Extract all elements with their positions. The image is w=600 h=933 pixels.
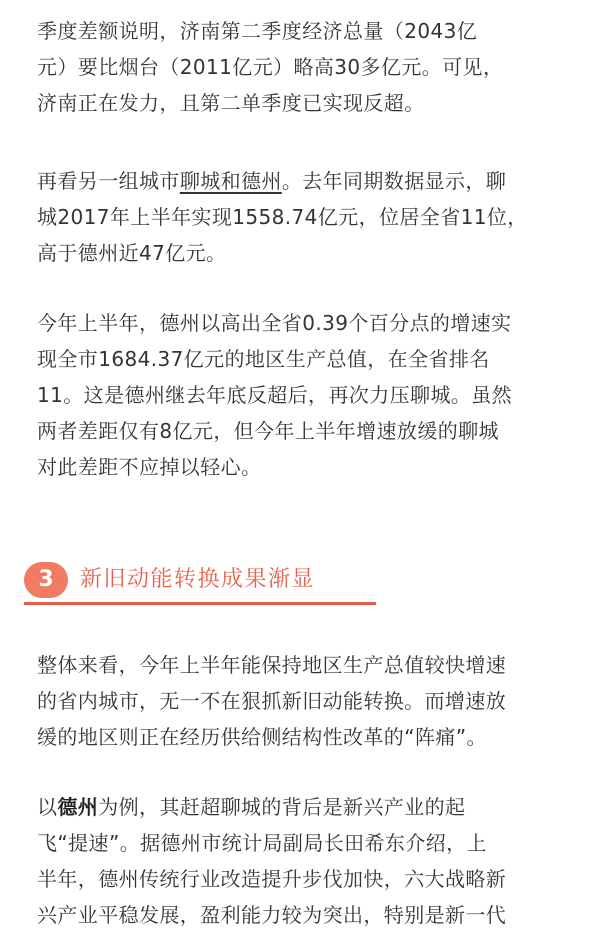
text-line: 两者差距仅有8亿元，但今年上半年增速放缓的聊城 [37,419,499,443]
text-line [37,789,567,825]
text-line: 现全市1684.37亿元的地区生产总值，在全省排名 [37,347,490,371]
text-line: 飞“提速”。据德州市统计局副局长田希东介绍，上 [37,831,487,855]
section-title: 新旧动能转换成果渐显 [80,567,316,592]
text-fragment: 以 [37,795,58,819]
text-line: 城2017年上半年实现1558.74亿元，位居全省11位， [37,205,528,229]
text-line: 整体来看，今年上半年能保持地区生产总值较快增速 [37,653,507,677]
text-line: 对此差距不应掉以轻心。 [37,455,262,479]
text-line [37,163,567,199]
text-line: 的省内城市，无一不在狠抓新旧动能转换。而增速放 [37,689,507,713]
text-line: 半年，德州传统行业改造提升步伐加快，六大战略新 [37,867,507,891]
text-line: 缓的地区则正在经历供给侧结构性改革的“阵痛”。 [37,725,487,749]
text-fragment: 为例，其赶超聊城的背后是新兴产业的起 [98,795,466,819]
paragraph-new-old-drivers [37,647,567,755]
text-line: 今年上半年，德州以高出全省0.39个百分点的增速实 [37,311,512,335]
text-line: 季度差额说明，济南第二季度经济总量（2043亿 [37,19,478,43]
text-line: 高于德州近47亿元。 [37,241,227,265]
text-line: 元）要比烟台（2011亿元）略高30多亿元。可见， [37,55,504,79]
text-line: 兴产业平稳发展，盈利能力较为突出，特别是新一代 [37,903,507,927]
section-underline [24,602,376,605]
text-line: 11。这是德州继去年底反超后，再次力压聊城。虽然 [37,383,513,407]
paragraph-liaocheng-dezhou [37,163,567,271]
text-fragment: 再看另一组城市 [37,169,180,193]
paragraph-dezhou-example [37,789,567,933]
paragraph-jinan-yantai [37,13,567,121]
link-liaocheng-dezhou[interactable]: 聊城和德州 [179,169,282,193]
section-number-badge: 3 [24,562,68,598]
bold-city-name: 德州 [57,795,99,819]
section-heading [24,558,376,606]
text-fragment: 。去年同期数据显示，聊 [281,169,507,193]
paragraph-dezhou-growth [37,305,567,485]
text-line: 济南正在发力，且第二单季度已实现反超。 [37,91,425,115]
